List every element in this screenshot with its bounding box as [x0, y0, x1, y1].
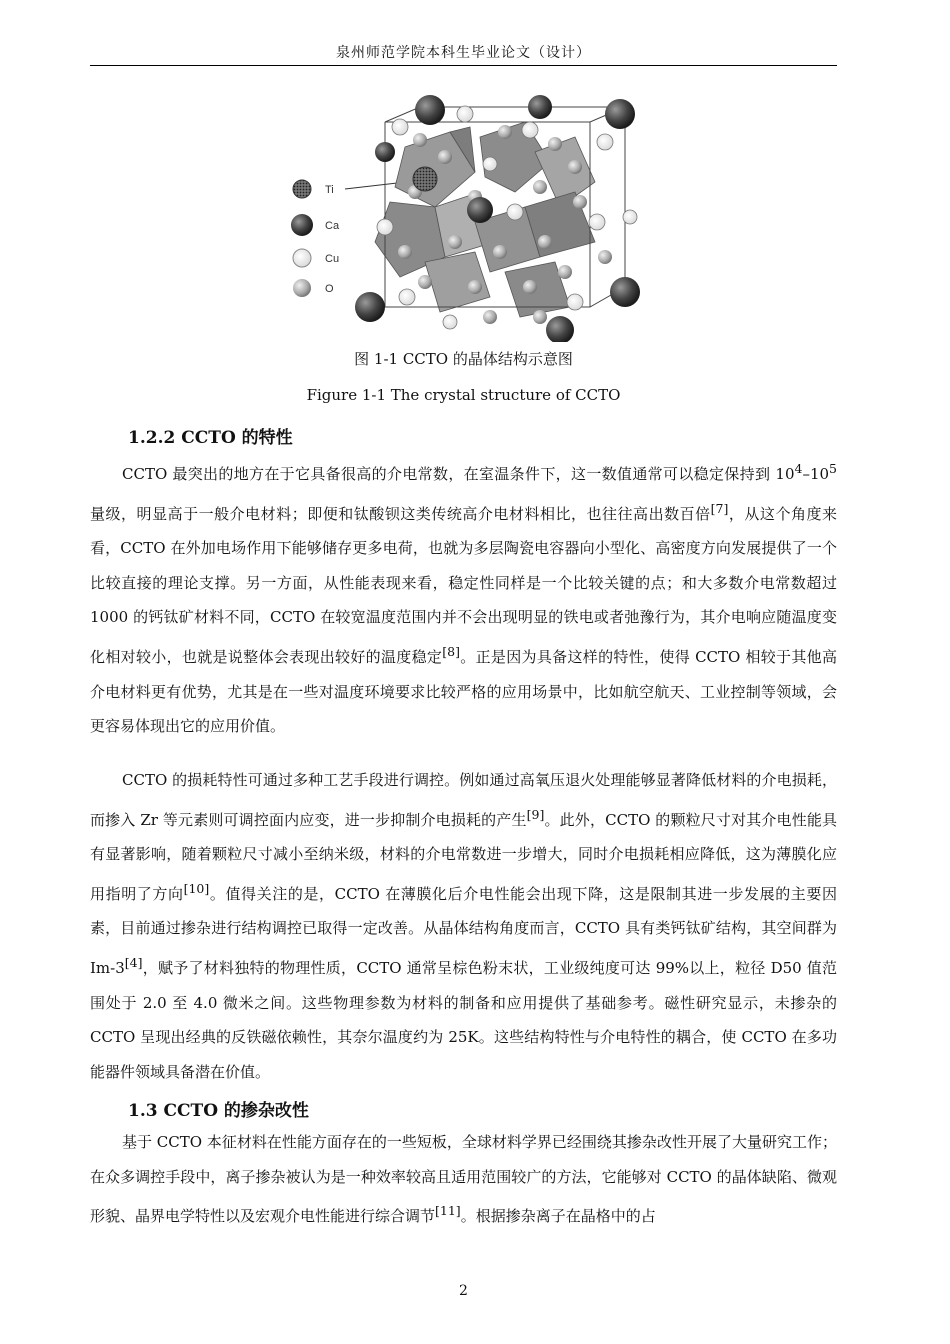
- citation-10: [10]: [183, 880, 210, 896]
- ti-swatch-icon: [293, 180, 311, 198]
- paragraph-ccto-properties: CCTO 最突出的地方在于它具备很高的介电常数，在室温条件下，这一数值通常可以稳定保持到 $10^4-10^5$ 量级，明显高于一般介电材料；即便和钛酸钡这类传统高介电材料相比，也往往高出数百倍[7]，从这个角度来看，CCTO 在外加电场作用下能够储存更多电荷，也就为多层陶瓷电容器向小型化、高密度方向发展提供了一个比较直接的理论支撑。另一方面，从性能表现来看，稳定性同样是一个比较关键的点；和大多数介电常数超过 1000 的钙钛矿材料不同，CCTO 在较宽温度范围内并不会出现明显的铁电或者弛豫行为，其介电响应随温度变化相对较小，也就是说整体会表现出较好的温度稳定[8]。正是因为具备这样的特性，使得 CCTO 相较于其他高介电材料更有优势，尤其是在一些对温度环境要求比较严格的应用场景中，比如航空航天、工业控制等领域，会更容易体现出它的应用价值。: [90, 461, 837, 736]
- citation-4: [4]: [124, 954, 143, 970]
- crystal-structure-figure: [275, 92, 655, 342]
- legend-ti: Ti: [325, 184, 334, 196]
- ca-swatch-icon: [291, 214, 313, 236]
- section-heading-1-3: 1.3 CCTO 的掺杂改性: [128, 1101, 309, 1121]
- figure-caption-cn: 图 1-1 CCTO 的晶体结构示意图: [354, 350, 573, 368]
- running-header: 泉州师范学院本科生毕业论文（设计）: [336, 45, 591, 61]
- section-heading-1-2-2: 1.2.2 CCTO 的特性: [128, 428, 293, 448]
- o-swatch-icon: [293, 279, 311, 297]
- citation-11: [11]: [435, 1203, 461, 1219]
- legend-cu: Cu: [325, 253, 340, 265]
- ti-atom: [413, 167, 437, 191]
- cu-swatch-icon: [293, 249, 311, 267]
- header-rule: [90, 65, 837, 66]
- citation-8: [8]: [442, 643, 460, 659]
- paragraph-ccto-doping: 基于 CCTO 本征材料在性能方面存在的一些短板，全球材料学界已经围绕其掺杂改性开展了大量研究工作；在众多调控手段中，离子掺杂被认为是一种效率较高且适用范围较广的方法，它能够对 CCTO 的晶体缺陷、微观形貌、晶界电学特性以及宏观介电性能进行综合调节[11]。根据掺杂离子在晶格中的占: [90, 1133, 837, 1226]
- figure-caption-en: Figure 1-1 The crystal structure of CCTO: [306, 386, 621, 404]
- legend-o: O: [325, 283, 334, 295]
- page-number: 2: [459, 1283, 468, 1299]
- paragraph-ccto-loss: CCTO 的损耗特性可通过多种工艺手段进行调控。例如通过高氧压退火处理能够显著降低材料的介电损耗，而掺入 Zr 等元素则可调控面内应变，进一步抑制介电损耗的产生[9]。此外，CCTO 的颗粒尺寸对其介电性能具有显著影响，随着颗粒尺寸减小至纳米级，材料的介电常数进一步增大，同时介电损耗相应降低，这为薄膜化应用指明了方向[10]。值得关注的是，CCTO 在薄膜化后介电性能会出现下降，这是限制其进一步发展的主要因素，目前通过掺杂进行结构调控已取得一定改善。从晶体结构角度而言，CCTO 具有类钙钛矿结构，其空间群为 Im-3[4]，赋予了材料独特的物理性质，CCTO 通常呈棕色粉末状，工业级纯度可达 99%以上，粒径 D50 值范围处于 2.0 至 4.0 微米之间。这些物理参数为材料的制备和应用提供了基础参考。磁性研究显示，未掺杂的 CCTO 呈现出经典的反铁磁依赖性，其奈尔温度约为 25K。这些结构特性与介电特性的耦合，使 CCTO 在多功能器件领域具备潜在价值。: [90, 771, 837, 1081]
- legend-ca: Ca: [325, 220, 340, 232]
- crystal-structure-image: [275, 92, 655, 342]
- citation-7: [7]: [710, 500, 729, 516]
- citation-9: [9]: [526, 806, 545, 822]
